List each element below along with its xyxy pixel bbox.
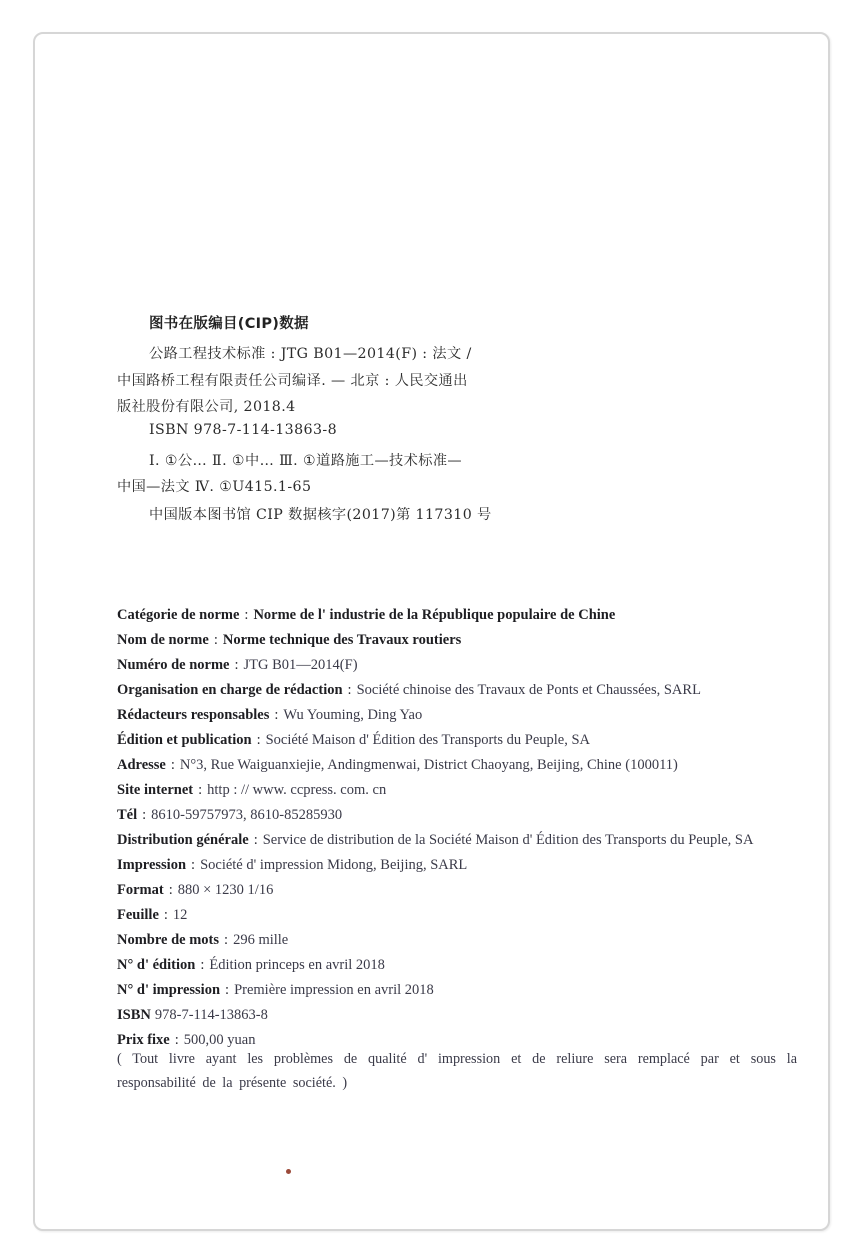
- field-label: Distribution générale: [117, 832, 249, 848]
- field-label: Numéro de norme: [117, 657, 230, 673]
- book-page: [33, 32, 830, 1231]
- cip-isbn: ISBN 978-7-114-13863-8: [149, 422, 337, 438]
- colophon-row-isbn: [117, 1007, 268, 1024]
- field-value: 12: [172, 907, 188, 923]
- field-value: Service de distribution de la Société Maison d' Édition des Transports du Peuple, SA: [262, 832, 754, 848]
- colophon-row-tel: Tél : 8610-59757973, 8610-85285930: [117, 807, 343, 823]
- field-label: Adresse: [117, 757, 166, 773]
- cip-line: 公路工程技术标准 : JTG B01—2014(F) : 法文 /: [149, 346, 472, 362]
- field-label: Rédacteurs responsables: [117, 707, 270, 723]
- field-value: 8610-59757973, 8610-85285930: [151, 807, 343, 823]
- field-value: JTG B01—2014(F): [243, 657, 358, 673]
- field-value: Première impression en avril 2018: [234, 982, 434, 998]
- cip-line: 中国路桥工程有限责任公司编译. — 北京 : 人民交通出: [117, 373, 468, 389]
- field-value: 978-7-114-13863-8: [154, 1007, 268, 1023]
- colophon-row-no-impression: N° d' impression : Première impression en avril 2018: [117, 982, 434, 998]
- colophon-row-numero: Numéro de norme : JTG B01—2014(F): [117, 657, 358, 673]
- field-value: Norme de l' industrie de la République populaire de Chine: [253, 607, 616, 623]
- field-value: 296 mille: [233, 932, 289, 948]
- field-label: Nombre de mots: [117, 932, 220, 948]
- colophon-row-impression: Impression : Société d' impression Midong, Beijing, SARL: [117, 857, 468, 873]
- colophon-row-categorie: Catégorie de norme : Norme de l' industrie de la République populaire de Chine: [117, 607, 616, 623]
- field-value: Société chinoise des Travaux de Ponts et Chaussées, SARL: [356, 682, 701, 698]
- colophon-row-feuille: Feuille : 12: [117, 907, 188, 923]
- colophon-row-mots: Nombre de mots : 296 mille: [117, 932, 289, 948]
- field-label: Site internet: [117, 782, 194, 798]
- colophon-row-nom: Nom de norme : Norme technique des Travaux routiers: [117, 632, 462, 648]
- colophon-row-no-edition: N° d' édition : Édition princeps en avril 2018: [117, 957, 385, 973]
- field-value: Norme technique des Travaux routiers: [222, 632, 462, 648]
- field-value: Édition princeps en avril 2018: [209, 957, 385, 973]
- field-value: Société Maison d' Édition des Transports du Peuple, SA: [265, 732, 591, 748]
- field-value: Société d' impression Midong, Beijing, SARL: [200, 857, 468, 873]
- field-value: 880 × 1230 1/16: [177, 882, 274, 898]
- colophon-row-organisation: Organisation en charge de rédaction : Société chinoise des Travaux de Ponts et Chaussées, SARL: [117, 682, 701, 698]
- colophon-row-edition: Édition et publication : Société Maison d' Édition des Transports du Peuple, SA: [117, 732, 591, 748]
- field-value: Wu Youming, Ding Yao: [283, 707, 423, 723]
- field-value: 500,00 yuan: [183, 1032, 256, 1048]
- field-label: Organisation en charge de rédaction: [117, 682, 343, 698]
- field-label: Format: [117, 882, 164, 898]
- field-value: N°3, Rue Waiguanxiejie, Andingmenwai, District Chaoyang, Beijing, Chine (100011): [179, 757, 678, 773]
- colophon-row-site: Site internet : http : // www. ccpress. com. cn: [117, 782, 387, 798]
- colophon-row-redacteurs: Rédacteurs responsables : Wu Youming, Ding Yao: [117, 707, 423, 723]
- cip-classification: 中国—法文 Ⅳ. ①U415.1-65: [117, 479, 312, 495]
- field-label: Feuille: [117, 907, 159, 923]
- field-label: Édition et publication: [117, 732, 252, 748]
- field-label: Catégorie de norme: [117, 607, 240, 623]
- colophon-row-adresse: Adresse : N°3, Rue Waiguanxiejie, Andingmenwai, District Chaoyang, Beijing, Chine (100011): [117, 757, 678, 773]
- colophon-row-distribution: Distribution générale : Service de distribution de la Société Maison d' Édition des Transports du Peuple, SA: [117, 832, 754, 848]
- field-label: Prix fixe: [117, 1032, 170, 1048]
- field-label: Nom de norme: [117, 632, 209, 648]
- field-label: N° d' édition: [117, 957, 196, 973]
- quality-guarantee-note: ( Tout livre ayant les problèmes de qualité d' impression et de reliure sera remplacé par et sous la responsabilité de la présente société. ): [117, 1051, 797, 1091]
- colophon-row-prix: Prix fixe : 500,00 yuan: [117, 1032, 256, 1048]
- field-label: Tél: [117, 807, 138, 823]
- ink-speck: [286, 1169, 291, 1174]
- field-label: ISBN: [117, 1007, 151, 1023]
- cip-classification: Ⅰ. ①公… Ⅱ. ①中… Ⅲ. ①道路施工—技术标准—: [149, 453, 462, 469]
- cip-record-number: 中国版本图书馆 CIP 数据核字(2017)第 117310 号: [149, 507, 492, 523]
- field-label: N° d' impression: [117, 982, 221, 998]
- field-label: Impression: [117, 857, 187, 873]
- website-link: http : // www. ccpress. com. cn: [207, 782, 387, 798]
- colophon-row-format: Format : 880 × 1230 1/16: [117, 882, 274, 898]
- cip-title: 图书在版编目(CIP)数据: [149, 316, 309, 332]
- cip-line: 版社股份有限公司, 2018.4: [117, 399, 296, 415]
